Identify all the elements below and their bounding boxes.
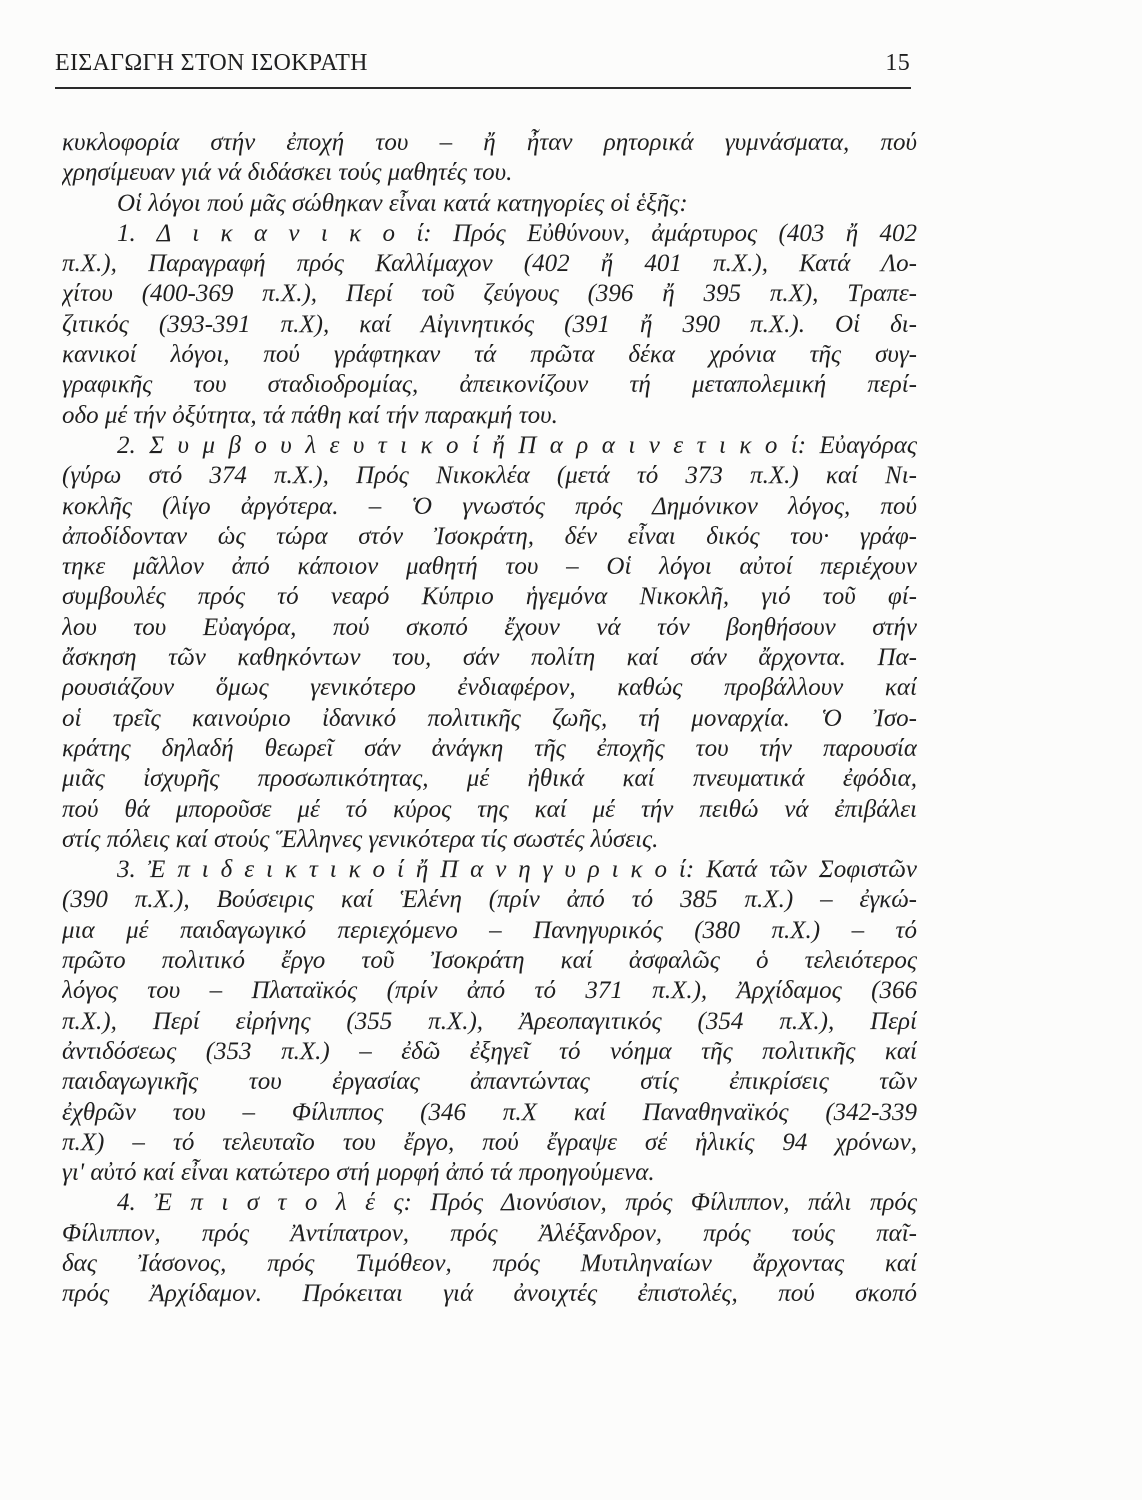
running-header <box>55 50 910 80</box>
text-line: κοκλῆς (λίγο ἀργότερα. – Ὁ γνωστός πρός Δημόνικον λόγος, πού <box>62 492 917 520</box>
text-line: (390 π.Χ.), Βούσειρις καί Ἑλένη (πρίν ἀπό τό 385 π.Χ.) – ἐγκώ- <box>62 886 917 914</box>
text-line: μια μέ παιδαγωγικό περιεχόμενο – Πανηγυρικός (380 π.Χ.) – τό <box>62 916 917 944</box>
text-line: ἄσκηση τῶν καθηκόντων του, σάν πολίτη καί σάν ἄρχοντα. Πα- <box>62 644 917 672</box>
text-line: Οἱ λόγοι πού μᾶς σώθηκαν εἶναι κατά κατηγορίες οἱ ἑξῆς: <box>117 189 688 217</box>
text-line: οδο μέ τήν ὀξύτητα, τά πάθη καί τήν παρακμή του. <box>62 401 558 429</box>
text-line: π.Χ.), Παραγραφή πρός Καλλίμαχον (402 ἤ 401 π.Χ.), Κατά Λο- <box>62 250 917 278</box>
text-line: ζιτικός (393-391 π.Χ), καί Αἰγινητικός (391 ἤ 390 π.Χ.). Οἱ δι- <box>62 310 917 338</box>
text-line: πρός Ἀρχίδαμον. Πρόκειται γιά ἀνοιχτές ἐπιστολές, πού σκοπό <box>62 1280 917 1308</box>
text-line: κανικοί λόγοι, πού γράφτηκαν τά πρῶτα δέκα χρόνια τῆς συγ- <box>62 341 917 369</box>
text-line: 3. Ἐ π ι δ ε ι κ τ ι κ ο ί ἤ Π α ν η γ υ ρ ι κ ο ί: Κατά τῶν Σοφιστῶν <box>117 856 917 884</box>
text-line: συμβουλές πρός τό νεαρό Κύπριο ἡγεμόνα Νικοκλῆ, γιό τοῦ φί- <box>62 583 917 611</box>
text-line: κυκλοφορία στήν ἐποχή του – ἤ ἦταν ρητορικά γυμνάσματα, πού <box>62 129 917 156</box>
text-line: 1. Δ ι κ α ν ι κ ο ί: Πρός Εὐθύνουν, ἀμάρτυρος (403 ἤ 402 <box>117 219 917 247</box>
text-line: πού θά μποροῦσε μέ τό κύρος της καί μέ τήν πειθώ νά ἐπιβάλει <box>62 795 917 823</box>
text-line: οἱ τρεῖς καινούριο ἰδανικό πολιτικῆς ζωῆς, τή μοναρχία. Ὁ Ἰσο- <box>62 704 917 732</box>
text-line: λόγος του – Πλαταϊκός (πρίν ἀπό τό 371 π.Χ.), Ἀρχίδαμος (366 <box>62 977 917 1005</box>
text-line: χίτου (400-369 π.Χ.), Περί τοῦ ζεύγους (396 ἤ 395 π.Χ), Τραπε- <box>62 280 917 308</box>
text-line: χρησίμευαν γιά νά διδάσκει τούς μαθητές του. <box>62 159 513 187</box>
text-line: γι' αὐτό καί εἶναι κατώτερο στή μορφή ἀπό τά προηγούμενα. <box>62 1159 655 1187</box>
text-line: 2. Σ υ μ β ο υ λ ε υ τ ι κ ο ί ἤ Π α ρ α ι ν ε τ ι κ ο ί: Εὐαγόρας <box>117 431 917 459</box>
page-number: 15 <box>885 50 910 76</box>
text-line: στίς πόλεις καί στούς Ἕλληνες γενικότερα τίς σωστές λύσεις. <box>62 825 659 853</box>
text-line: λου του Εὐαγόρα, πού σκοπό ἔχουν νά τόν βοηθήσουν στήν <box>62 613 917 641</box>
text-line: ἐχθρῶν του – Φίλιππος (346 π.Χ καί Παναθηναϊκός (342-339 <box>62 1098 917 1126</box>
text-line: κράτης δηλαδή θεωρεῖ σάν ἀνάγκη τῆς ἐποχῆς του τήν παρουσία <box>62 734 917 762</box>
body-text <box>62 128 917 1310</box>
text-line: δας Ἰάσονος, πρός Τιμόθεον, πρός Μυτιληναίων ἄρχοντας καί <box>62 1249 917 1277</box>
text-line: π.Χ.), Περί εἰρήνης (355 π.Χ.), Ἀρεοπαγιτικός (354 π.Χ.), Περί <box>62 1007 917 1035</box>
text-line: ἀντιδόσεως (353 π.Χ.) – ἐδῶ ἐξηγεῖ τό νόημα τῆς πολιτικῆς καί <box>62 1037 917 1065</box>
text-line: Φίλιππον, πρός Ἀντίπατρον, πρός Ἀλέξανδρον, πρός τούς παῖ- <box>62 1219 917 1247</box>
text-line: παιδαγωγικῆς του ἐργασίας ἀπαντώντας στίς ἐπικρίσεις τῶν <box>62 1068 917 1096</box>
text-line: π.Χ) – τό τελευταῖο του ἔργο, πού ἔγραψε σέ ἡλικίς 94 χρόνων, <box>62 1128 917 1156</box>
text-line: 4. Ἐ π ι σ τ ο λ έ ς: Πρός Διονύσιον, πρός Φίλιππον, πάλι πρός <box>117 1189 917 1217</box>
running-title: ΕΙΣΑΓΩΓΗ ΣΤΟΝ ΙΣΟΚΡΑΤΗ <box>55 50 368 76</box>
text-line: πρῶτο πολιτικό ἔργο τοῦ Ἰσοκράτη καί ἀσφαλῶς ὁ τελειότερος <box>62 947 917 975</box>
text-line: (γύρω στό 374 π.Χ.), Πρός Νικοκλέα (μετά τό 373 π.Χ.) καί Νι- <box>62 462 917 490</box>
text-line: γραφικῆς του σταδιοδρομίας, ἀπεικονίζουν τή μεταπολεμική περί- <box>62 371 917 399</box>
text-line: ἀποδίδονταν ὡς τώρα στόν Ἰσοκράτη, δέν εἶναι δικός του· γράφ- <box>62 522 917 550</box>
text-line: τηκε μᾶλλον ἀπό κάποιον μαθητή του – Οἱ λόγοι αὐτοί περιέχουν <box>62 553 917 581</box>
text-line: μιᾶς ἰσχυρῆς προσωπικότητας, μέ ἠθικά καί πνευματικά ἐφόδια, <box>62 765 917 793</box>
header-rule <box>55 87 911 89</box>
text-line: ρουσιάζουν ὅμως γενικότερο ἐνδιαφέρον, καθώς προβάλλουν καί <box>62 674 917 702</box>
